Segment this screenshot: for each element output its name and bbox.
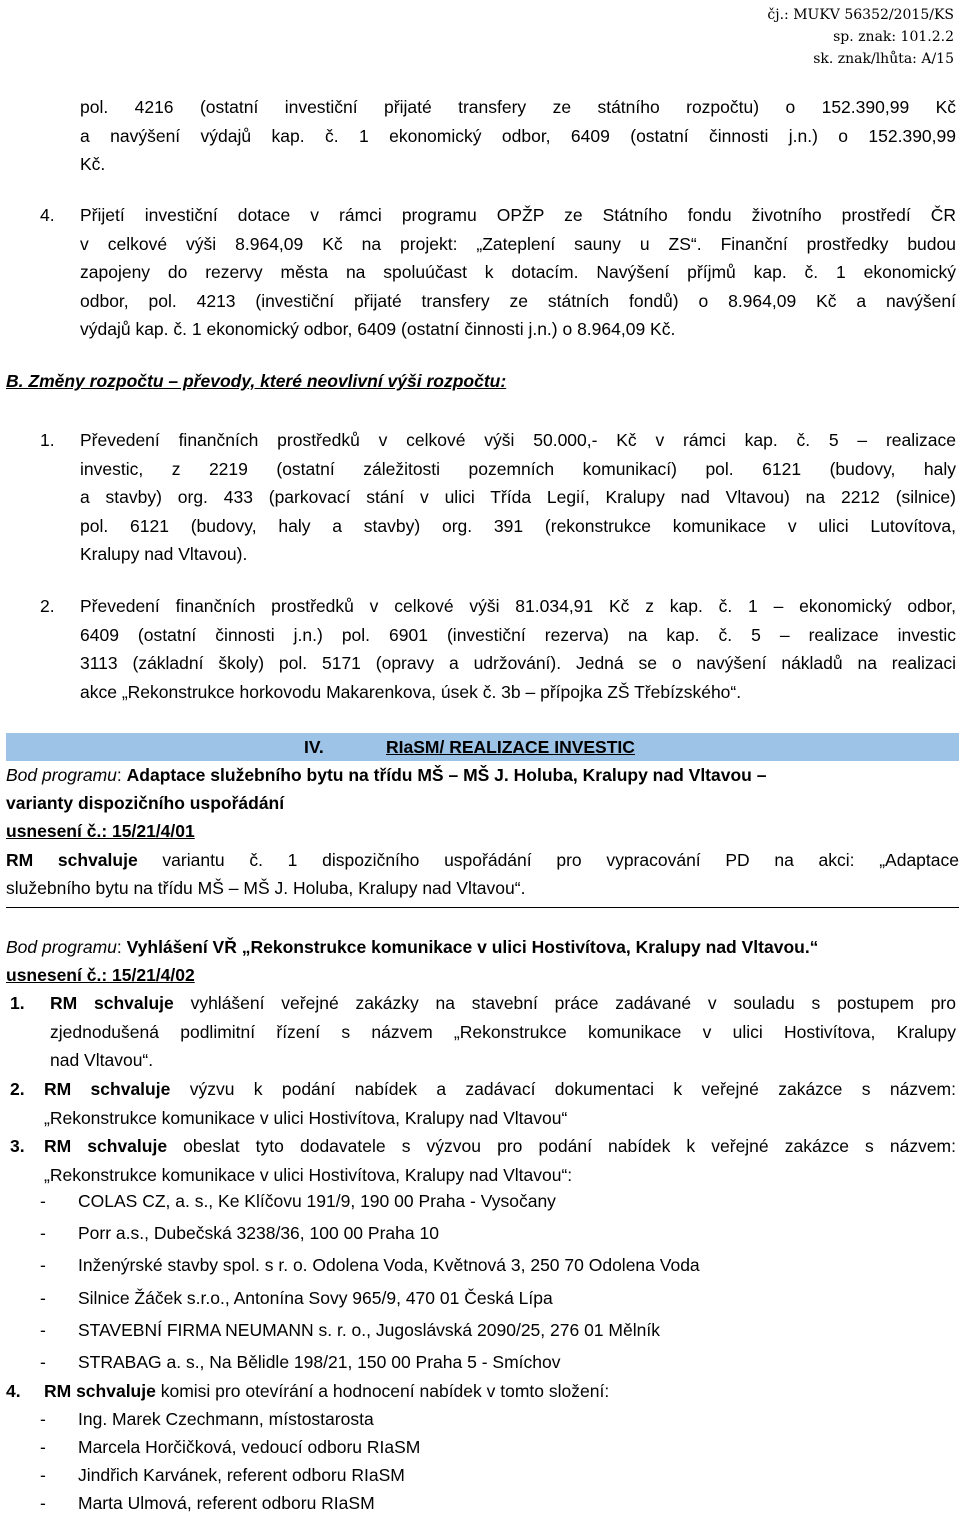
bod2-usneseni: usnesení č.: 15/21/4/02 [6,965,195,985]
bod1-title: Bod programu: Adaptace služebního bytu na třídu MŠ – MŠ J. Holuba, Kralupy nad Vltavou – [6,765,767,785]
list-item: - Ing. Marek Czechmann, místostarosta [40,1409,374,1429]
a-item3-continuation: pol. 4216 (ostatní investiční přijaté transfery ze státního rozpočtu) o 152.390,99 Kč a navýšení výdajů kap. č. 1 ekonomický odbor, 6409 (ostatní činnosti j.n.) o 152.390,99 Kč. [80,97,956,174]
bod1-title-line2: varianty dispozičního uspořádání [6,793,285,813]
b-item2: Převedení finančních prostředků v celkové výši 81.034,91 Kč z kap. č. 1 – ekonomický odbor, 6409 (ostatní činnosti j.n.) pol. 6901 (investiční rezerva) na kap. č. 5 – realizace investic 3113 (základní školy) pol. 5171 (opravy a udržování). Jedná se o navýšení nákladů na realizaci akce „Rekonstrukce horkovodu Makarenkova, úsek č. 3b – přípojka ZŠ Třebízského“. [80,596,956,702]
b-item1-number: 1. [40,430,55,450]
section-iv-title: RIaSM/ REALIZACE INVESTIC [386,737,635,757]
bod2-item4: RM schvaluje komisi pro otevírání a hodnocení nabídek v tomto složení: [44,1381,610,1401]
section-iv-band [6,733,959,761]
bod2-item2: RM schvaluje výzvu k podání nabídek a zadávací dokumentaci k veřejné zakázce s názvem: „Rekonstrukce komunikace v ulici Hostivítova, Kralupy nad Vltavou“ [44,1079,956,1128]
bod2-item2-number: 2. [10,1079,25,1099]
bod2-item1-number: 1. [10,993,25,1013]
header-sp-znak: sp. znak: 101.2.2 [833,29,954,45]
section-iv-number: IV. [304,737,324,757]
bod1-text-line2: služebního bytu na třídu MŠ – MŠ J. Holuba, Kralupy nad Vltavou“. [6,878,526,898]
section-b-heading: B. Změny rozpočtu – převody, které neovlivní výši rozpočtu: [6,371,507,391]
header-cj: čj.: MUKV 56352/2015/KS [767,7,954,23]
list-item: - STAVEBNÍ FIRMA NEUMANN s. r. o., Jugoslávská 2090/25, 276 01 Mělník [40,1320,660,1340]
a-item4-number: 4. [40,205,55,225]
list-item: - Marta Ulmová, referent odboru RIaSM [40,1493,375,1513]
header-sk-znak: sk. znak/lhůta: A/15 [813,51,954,67]
b-item2-number: 2. [40,596,55,616]
list-item: - COLAS CZ, a. s., Ke Klíčovu 191/9, 190 00 Praha - Vysočany [40,1191,556,1211]
list-item: - Marcela Horčičková, vedoucí odboru RIaSM [40,1437,421,1457]
bod1-text: RM schvaluje variantu č. 1 dispozičního uspořádání pro vypracování PD na akci: „Adaptace [6,850,959,870]
bod2-item1: RM schvaluje vyhlášení veřejné zakázky na stavební práce zadávané v souladu s postupem pro zjednodušená podlimitní řízení s názvem „Rekonstrukce komunikace v ulici Hostivítova, Kralupy nad Vltavou“. [50,993,956,1070]
bod2-title: Bod programu: Vyhlášení VŘ „Rekonstrukce komunikace v ulici Hostivítova, Kralupy nad Vltavou.“ [6,937,819,957]
list-item: - Jindřich Karvánek, referent odboru RIaSM [40,1465,405,1485]
divider [6,907,959,908]
document-header [767,4,954,70]
list-item: - Porr a.s., Dubečská 3238/36, 100 00 Praha 10 [40,1223,439,1243]
list-item: - Inženýrské stavby spol. s r. o. Odolena Voda, Květnová 3, 250 70 Odolena Voda [40,1255,700,1275]
bod2-item3: RM schvaluje obeslat tyto dodavatele s výzvou pro podání nabídek k veřejné zakázce s názvem: „Rekonstrukce komunikace v ulici Hostivítova, Kralupy nad Vltavou“: [44,1136,956,1185]
list-item: - Silnice Žáček s.r.o., Antonína Sovy 965/9, 470 01 Česká Lípa [40,1288,553,1308]
bod1-usneseni: usnesení č.: 15/21/4/01 [6,821,195,841]
b-item1: Převedení finančních prostředků v celkové výši 50.000,- Kč v rámci kap. č. 5 – realizace investic, z 2219 (ostatní záležitosti pozemních komunikací) pol. 6121 (budovy, haly a stavby) org. 433 (parkovací stání v ulici Třída Legií, Kralupy nad Vltavou) na 2212 (silnice) pol. 6121 (budovy, haly a stavby) org. 391 (rekonstrukce komunikace v ulici Lutovítova, Kralupy nad Vltavou). [80,430,956,564]
bod2-item3-number: 3. [10,1136,25,1156]
a-item4: Přijetí investiční dotace v rámci programu OPŽP ze Státního fondu životního prostředí ČR v celkové výši 8.964,09 Kč na projekt: „Zateplení sauny u ZS“. Finanční prostředky budou zapojeny do rezervy města na spoluúčast k dotacím. Navýšení příjmů kap. č. 1 ekonomický odbor, pol. 4213 (investiční přijaté transfery ze státních fondů) o 8.964,09 Kč a navýšení výdajů kap. č. 1 ekonomický odbor, 6409 (ostatní činnosti j.n.) o 8.964,09 Kč. [80,205,956,339]
bod2-item4-number: 4. [6,1381,21,1401]
list-item: - STRABAG a. s., Na Bělidle 198/21, 150 00 Praha 5 - Smíchov [40,1352,561,1372]
